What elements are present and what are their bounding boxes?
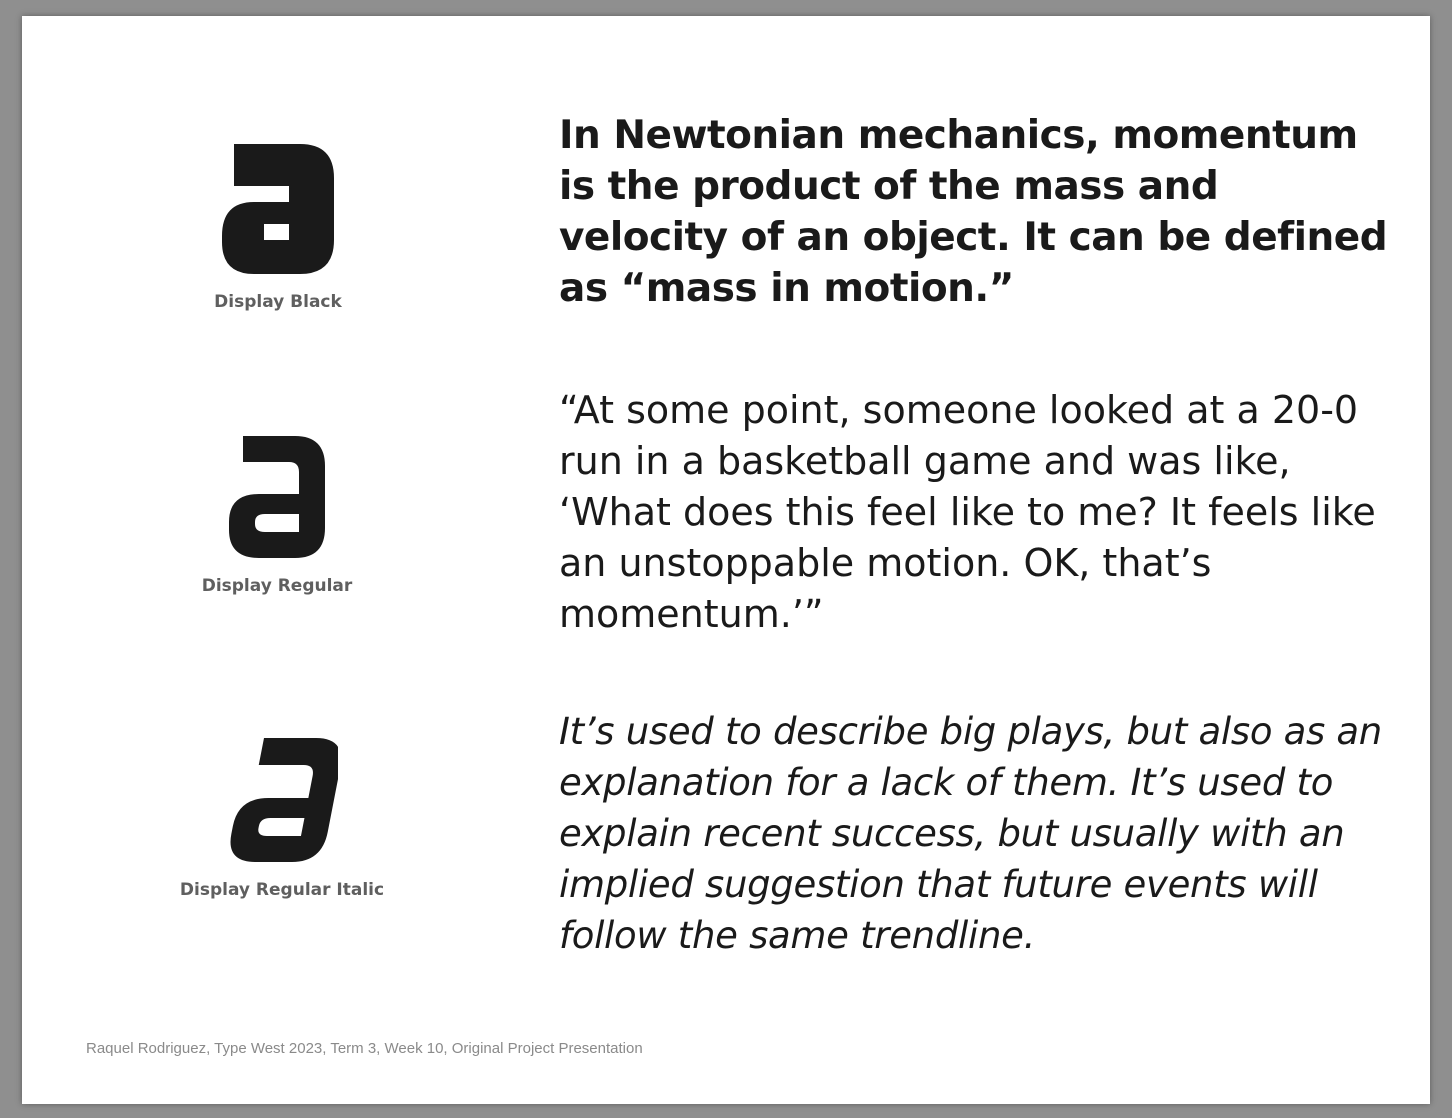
glyph-sample-black	[203, 144, 353, 312]
sample-paragraph-italic: It’s used to describe big plays, but also as an explanation for a lack of them. It’s used to explain recent success, but usually with an implied suggestion that future events will follow the same trendline.	[559, 710, 1382, 957]
sample-paragraph-regular: “At some point, someone looked at a 20-0 run in a basketball game and was like, ‘What does this feel like to me? It feels like an unstoppable motion. OK, that’s momentum.’”	[559, 388, 1376, 636]
presentation-slide	[22, 16, 1430, 1104]
glyph-label-display-regular: Display Regular	[201, 576, 353, 596]
glyph-label-display-black: Display Black	[214, 292, 342, 312]
glyph-sample-regular	[197, 436, 357, 596]
letter-a-black-icon	[222, 144, 334, 274]
sample-paragraph-black: In Newtonian mechanics, momentum is the product of the mass and velocity of an object. It can be defined as “mass in motion.”	[559, 113, 1388, 311]
slide-footer-credit: Raquel Rodriguez, Type West 2023, Term 3, Week 10, Original Project Presentation	[86, 1040, 643, 1057]
letter-a-regular-icon	[229, 436, 325, 558]
letter-a-italic-icon	[226, 738, 338, 862]
glyph-label-display-regular-italic: Display Regular Italic	[179, 880, 385, 900]
glyph-sample-italic	[179, 738, 385, 900]
